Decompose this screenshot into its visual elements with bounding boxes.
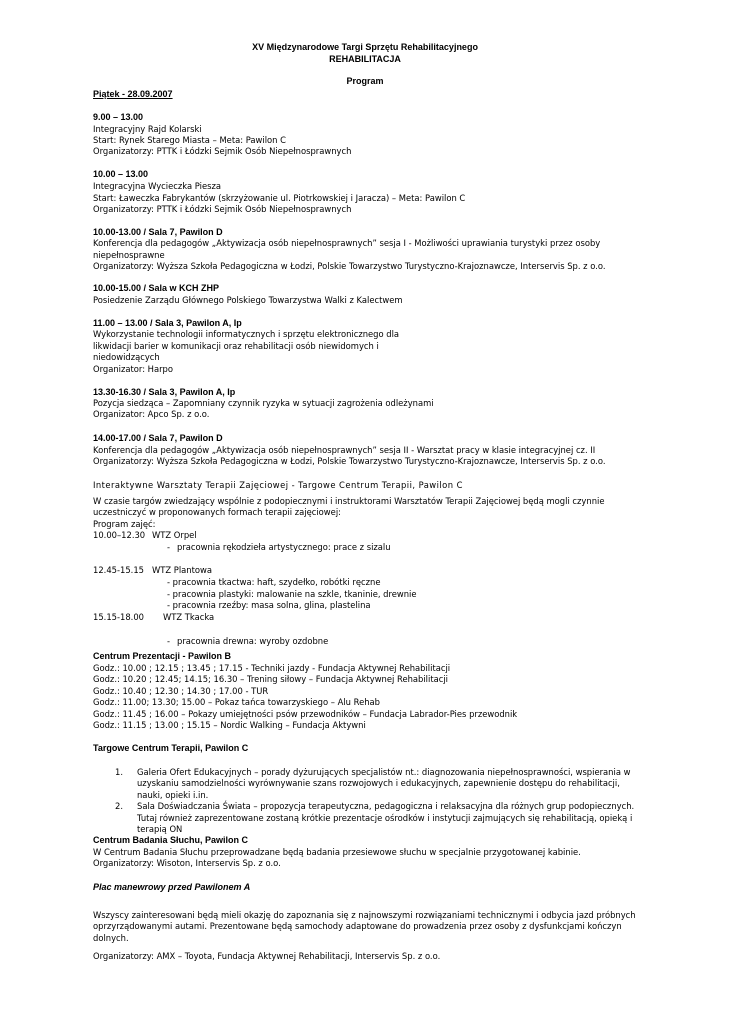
event-line: Start: Ławeczka Fabrykantów (skrzyżowanie ul. Piotrkowskiej i Jaracza) – Meta: Pawilon C [93, 193, 466, 203]
plac-heading: Plac manewrowy przed Pawilonem A [93, 882, 251, 892]
event-time: 10.00 – 13.00 [93, 169, 149, 179]
event-line: Organizator: Harpo [93, 364, 173, 374]
list-item-line: terapią ON [137, 824, 183, 834]
event-line: Organizator: Apco Sp. z o.o. [93, 409, 210, 419]
wtz-slot-name: WTZ Orpel [152, 530, 197, 540]
list-item-line: nauki, opieki i.in. [137, 790, 209, 800]
document-title: XV Międzynarodowe Targi Sprzętu Rehabilitacyjnego [252, 42, 478, 52]
event-time: 13.30-16.30 / Sala 3, Pawilon A, Ip [93, 387, 236, 397]
event-line: Posiedzenie Zarządu Głównego Polskiego Towarzystwa Walki z Kalectwem [93, 295, 403, 305]
event-time: 14.00-17.00 / Sala 7, Pawilon D [93, 433, 223, 443]
wtz-slot-time: 12.45-15.15 [93, 565, 144, 575]
schedule-line: Godz.: 10.20 ; 12.45; 14.15; 16.30 – Trening siłowy – Fundacja Aktywnej Rehabilitacji [93, 674, 449, 684]
wtz-slot-bullet: - [167, 542, 171, 552]
event-time: 11.00 – 13.00 / Sala 3, Pawilon A, Ip [93, 318, 242, 328]
list-item-line: uzyskaniu samodzielności wyrównywanie szans rozwojowych i edukacyjnych, zapewnienie dostępu do rehabilitacji, [137, 778, 620, 788]
event-line: niedowidzących [93, 352, 160, 362]
plac-line: Wszyscy zainteresowani będą mieli okazję do zapoznania się z najnowszymi rozwiązaniami technicznymi i odbycia jazd próbnych [93, 910, 636, 920]
wtz-slot-name: WTZ Plantowa [152, 565, 213, 575]
wtz-slot-item: pracownia rękodzieła artystycznego: prace z sizalu [177, 542, 391, 552]
list-item-line: Tutaj również zaprezentowane zostaną krótkie prezentacje ośrodków i instytucji zajmujących się rehabilitacją, opieką i [137, 813, 633, 823]
plac-organizers: Organizatorzy: AMX – Toyota, Fundacja Aktywnej Rehabilitacji, Interservis Sp. z o.o. [93, 951, 441, 961]
schedule-line: Godz.: 11.00; 13.30; 15.00 – Pokaz tańca towarzyskiego – Alu Rehab [93, 697, 380, 707]
event-line: Start: Rynek Starego Miasta – Meta: Pawilon C [93, 135, 286, 145]
event-line: niepełnosprawne [93, 250, 165, 260]
wtz-intro-line: uczestniczyć w proponowanych formach terapii zajęciowej: [93, 507, 341, 517]
schedule-line: Godz.: 10.40 ; 12.30 ; 14.30 ; 17.00 - TUR [93, 686, 269, 696]
event-time: 10.00-15.00 / Sala w KCH ZHP [93, 283, 220, 293]
event-line: Konferencja dla pedagogów „Aktywizacja osób niepełnosprawnych” sesja I - Możliwości uprawiania turystyki przez osoby [93, 238, 601, 248]
event-line: likwidacji barier w komunikacji oraz rehabilitacji osób niewidomych i [93, 341, 379, 351]
list-item-line: Galeria Ofert Edukacyjnych – porady dyżurujących specjalistów nt.: diagnozowania niepełnosprawności, wspierania w [137, 767, 631, 777]
badania-heading: Centrum Badania Słuchu, Pawilon C [93, 835, 249, 845]
badania-line: W Centrum Badania Słuchu przeprowadzane będą badania przesiewowe słuchu w specjalnie przygotowanej kabinie. [93, 847, 581, 857]
wtz-intro-line: Program zajęć: [93, 519, 156, 529]
wtz-slot-bullet: - [167, 636, 171, 646]
wtz-slot-item: pracownia drewna: wyroby ozdobne [177, 636, 329, 646]
wtz-heading: Interaktywne Warsztaty Terapii Zajęciowej - Targowe Centrum Terapii, Pawilon C [93, 480, 463, 490]
event-line: Integracyjny Rajd Kolarski [93, 124, 202, 134]
wtz-slot-name: WTZ Tkacka [163, 612, 215, 622]
wtz-slot-item: - pracownia tkactwa: haft, szydełko, robótki ręczne [167, 577, 381, 587]
wtz-intro-line: W czasie targów zwiedzający wspólnie z podopiecznymi i instruktorami Warsztatów Terapii Zajęciowej będą mogli czynnie [93, 496, 605, 506]
event-line: Integracyjna Wycieczka Piesza [93, 181, 222, 191]
wtz-slot-item: - pracownia rzeźby: masa solna, glina, plastelina [167, 600, 371, 610]
schedule-line: Godz.: 11.15 ; 13.00 ; 15.15 – Nordic Walking – Fundacja Aktywni [93, 720, 366, 730]
day-heading: Piątek - 28.09.2007 [93, 89, 173, 99]
targowe-heading: Targowe Centrum Terapii, Pawilon C [93, 743, 249, 753]
badania-line: Organizatorzy: Wisoton, Interservis Sp. z o.o. [93, 858, 281, 868]
event-line: Organizatorzy: Wyższa Szkoła Pedagogiczna w Łodzi, Polskie Towarzystwo Turystyczno-Krajoznawcze, Interservis Sp. z o.o. [93, 456, 606, 466]
list-number: 2. [115, 801, 123, 811]
event-time: 10.00-13.00 / Sala 7, Pawilon D [93, 227, 223, 237]
list-item-line: Sala Doświadczania Świata – propozycja terapeutyczna, pedagogiczna i relaksacyjna dla różnych grup podopiecznych. [137, 801, 635, 811]
event-line: Wykorzystanie technologii informatycznych i sprzętu elektronicznego dla [93, 329, 400, 339]
event-line: Konferencja dla pedagogów „Aktywizacja osób niepełnosprawnych” sesja II - Warsztat pracy w klasie integracyjnej cz. II [93, 445, 596, 455]
event-line: Organizatorzy: PTTK i Łódzki Sejmik Osób Niepełnosprawnych [93, 204, 352, 214]
program-heading: Program [346, 76, 384, 86]
schedule-line: Godz.: 11.45 ; 16.00 – Pokazy umiejętności psów przewodników – Fundacja Labrador-Pies przewodnik [93, 709, 518, 719]
document-subtitle: REHABILITACJA [329, 54, 401, 64]
event-time: 9.00 – 13.00 [93, 112, 144, 122]
event-line: Pozycja siedząca – Zapomniany czynnik ryzyka w sytuacji zagrożenia odleżynami [93, 398, 434, 408]
wtz-slot-item: - pracownia plastyki: malowanie na szkle, tkaninie, drewnie [167, 589, 417, 599]
plac-line: oprzyrządowanymi autami. Prezentowane będą samochody adaptowane do prowadzenia przez osoby z dysfunkcjami kończyn [93, 921, 622, 931]
wtz-slot-time: 15.15-18.00 [93, 612, 144, 622]
list-number: 1. [115, 767, 123, 777]
event-line: Organizatorzy: Wyższa Szkoła Pedagogiczna w Łodzi, Polskie Towarzystwo Turystyczno-Krajoznawcze, Interservis Sp. z o.o. [93, 261, 606, 271]
schedule-line: Godz.: 10.00 ; 12.15 ; 13.45 ; 17.15 - Techniki jazdy - Fundacja Aktywnej Rehabilitacji [93, 663, 451, 673]
event-line: Organizatorzy: PTTK i Łódzki Sejmik Osób Niepełnosprawnych [93, 146, 352, 156]
centrum-prezentacji-heading: Centrum Prezentacji - Pawilon B [93, 651, 232, 661]
wtz-slot-time: 10.00–12.30 [93, 530, 146, 540]
plac-line: dolnych. [93, 933, 129, 943]
